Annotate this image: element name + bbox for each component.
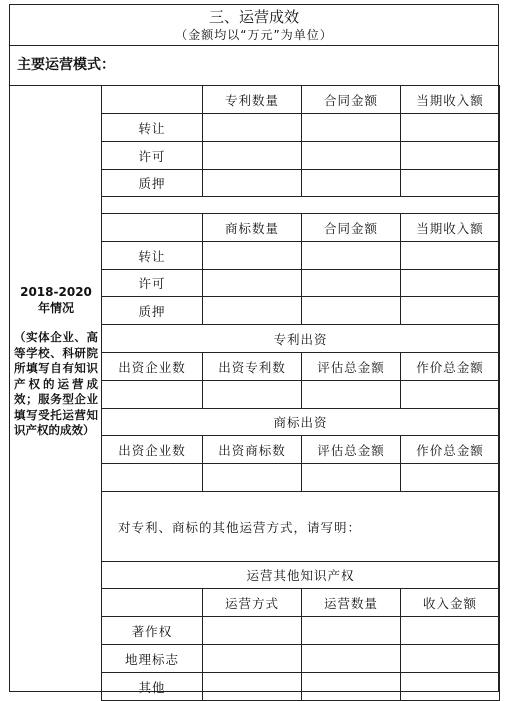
- row-label: 转让: [102, 114, 203, 142]
- period-years: 2018-2020: [20, 285, 92, 299]
- input-cell[interactable]: [203, 270, 302, 297]
- spacer-row: [102, 197, 500, 214]
- input-cell[interactable]: [302, 645, 401, 673]
- input-cell[interactable]: [302, 114, 401, 142]
- section-title: 三、运营成效: [208, 8, 299, 26]
- operations-table: [101, 85, 500, 701]
- input-cell[interactable]: [401, 114, 500, 142]
- input-cell[interactable]: [302, 381, 401, 409]
- input-cell[interactable]: [401, 381, 500, 409]
- input-cell[interactable]: [302, 464, 401, 492]
- row-label: 许可: [102, 270, 203, 297]
- input-cell[interactable]: [203, 114, 302, 142]
- input-cell[interactable]: [401, 142, 500, 170]
- input-cell[interactable]: [401, 170, 500, 197]
- period-label: [14, 285, 98, 439]
- input-cell[interactable]: [203, 673, 302, 701]
- row-label: 其他: [102, 673, 203, 701]
- row-label: 许可: [102, 142, 203, 170]
- input-cell[interactable]: [401, 464, 500, 492]
- input-cell[interactable]: [203, 242, 302, 270]
- input-cell[interactable]: [302, 270, 401, 297]
- col-header: 出资企业数: [102, 436, 203, 464]
- input-cell[interactable]: [102, 381, 203, 409]
- period-situation: 年情况: [37, 300, 74, 315]
- input-cell[interactable]: [302, 242, 401, 270]
- col-header: 作价总金额: [401, 436, 500, 464]
- main-mode-row[interactable]: [9, 45, 499, 86]
- input-cell[interactable]: [302, 297, 401, 325]
- row-label: 质押: [102, 170, 203, 197]
- input-cell[interactable]: [302, 142, 401, 170]
- col-header: 出资企业数: [102, 353, 203, 381]
- input-cell[interactable]: [401, 297, 500, 325]
- input-cell[interactable]: [203, 381, 302, 409]
- input-cell[interactable]: [302, 673, 401, 701]
- section-subtitle: （金额均以“万元”为单位）: [175, 28, 333, 42]
- col-header: 收入金额: [401, 589, 500, 617]
- col-header: 作价总金额: [401, 353, 500, 381]
- period-label-cell: [9, 85, 102, 692]
- input-cell[interactable]: [401, 242, 500, 270]
- period-note: （实体企业、高等学校、科研院所填写自有知识产权的运营成效；服务型企业填写受托运营知识产权的成效）: [14, 330, 98, 437]
- patent-investment-title: 专利出资: [102, 325, 500, 353]
- cell-blank: [102, 214, 203, 242]
- col-header: 专利数量: [203, 86, 302, 114]
- col-header: 出资商标数: [203, 436, 302, 464]
- input-cell[interactable]: [203, 464, 302, 492]
- col-header: 当期收入额: [401, 214, 500, 242]
- row-label: 转让: [102, 242, 203, 270]
- col-header: 运营方式: [203, 589, 302, 617]
- input-cell[interactable]: [203, 142, 302, 170]
- input-cell[interactable]: [302, 617, 401, 645]
- row-label: 质押: [102, 297, 203, 325]
- col-header: 合同金额: [302, 214, 401, 242]
- trademark-investment-title: 商标出资: [102, 409, 500, 436]
- input-cell[interactable]: [203, 617, 302, 645]
- col-header: 评估总金额: [302, 353, 401, 381]
- col-header: 运营数量: [302, 589, 401, 617]
- input-cell[interactable]: [102, 464, 203, 492]
- other-ops-field[interactable]: [102, 492, 500, 562]
- cell-blank: [102, 589, 203, 617]
- input-cell[interactable]: [401, 270, 500, 297]
- col-header: 合同金额: [302, 86, 401, 114]
- input-cell[interactable]: [203, 645, 302, 673]
- col-header: 当期收入额: [401, 86, 500, 114]
- col-header: 商标数量: [203, 214, 302, 242]
- input-cell[interactable]: [203, 170, 302, 197]
- row-label: 著作权: [102, 617, 203, 645]
- other-ip-title: 运营其他知识产权: [102, 562, 500, 589]
- main-mode-label: 主要运营模式：: [17, 57, 115, 73]
- input-cell[interactable]: [203, 297, 302, 325]
- input-cell[interactable]: [401, 645, 500, 673]
- input-cell[interactable]: [401, 617, 500, 645]
- input-cell[interactable]: [302, 170, 401, 197]
- row-label: 地理标志: [102, 645, 203, 673]
- input-cell[interactable]: [401, 673, 500, 701]
- col-header: 出资专利数: [203, 353, 302, 381]
- cell-blank: [102, 86, 203, 114]
- other-ops-prompt: 对专利、商标的其他运营方式，请写明：: [118, 519, 362, 535]
- section-header: [9, 4, 499, 46]
- col-header: 评估总金额: [302, 436, 401, 464]
